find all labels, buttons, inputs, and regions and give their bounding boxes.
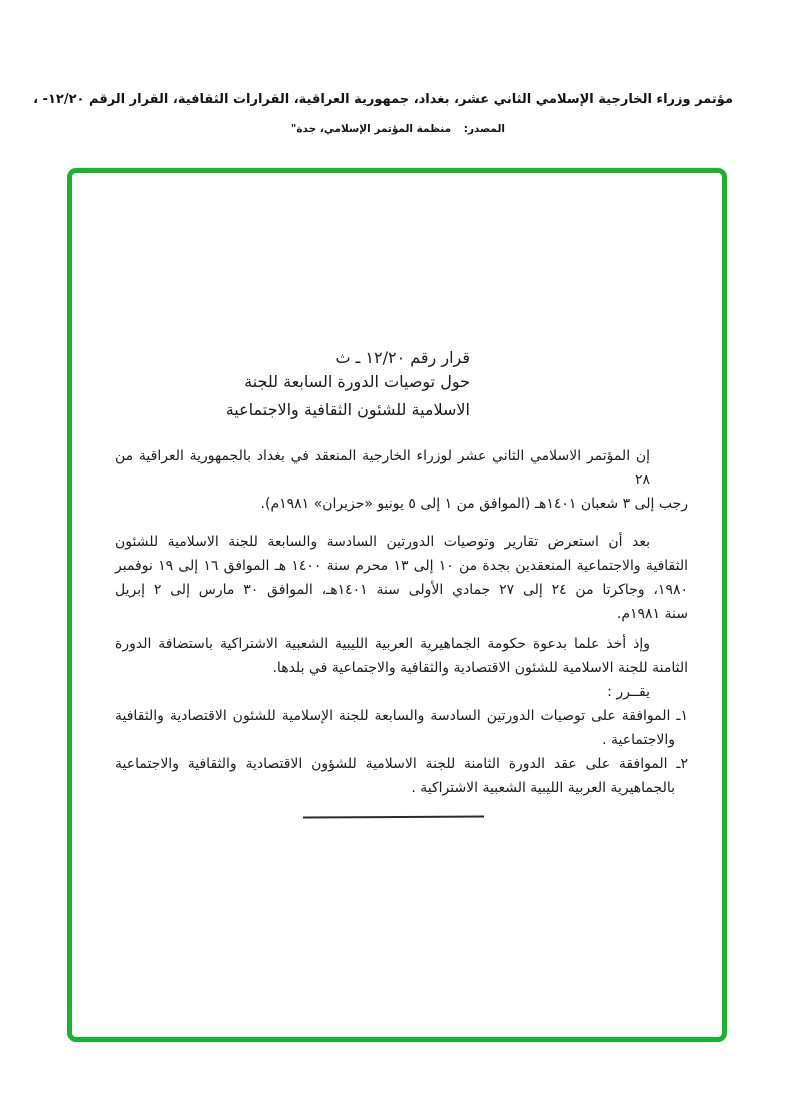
preamble-paragraph-1 — [115, 444, 688, 516]
decision-item-1 — [115, 704, 688, 752]
text-line: ١٩٨٠، وجاكرتا من ٢٤ إلى ٢٧ جمادي الأولى سنة ١٤٠١هـ، الموافق ٣٠ مارس إلى ٢ إبريل — [115, 582, 688, 598]
text-line: وإذ أخذ علما بدعوة حكومة الجماهيرية العربية الليبية الشعبية الاشتراكية باستضافة الدورة — [115, 636, 650, 652]
text-line: رجب إلى ٣ شعبان ١٤٠١هـ (الموافق من ١ إلى ٥ يونيو «حزيران» ١٩٨١م). — [260, 496, 688, 512]
decree-committee-line: الاسلامية للشئون الثقافية والاجتماعية — [225, 400, 470, 419]
decree-number-line: قرار رقم ١٢/٢٠ ـ ث — [335, 348, 470, 367]
text-line: سنة ١٩٨١م. — [616, 606, 688, 622]
header-citation-line: مؤتمر وزراء الخارجية الإسلامي الثاني عشر، بغداد، جمهورية العراقية، القرارات الثقافية، القرار الرقم ١٢/٢٠- ، — [33, 92, 733, 107]
document-body — [115, 444, 688, 800]
preamble-paragraph-3 — [115, 632, 688, 680]
text-line: إن المؤتمر الاسلامي الثاني عشر لوزراء الخارجية المنعقد في بغداد بالجمهورية العراقية من ٢٨ — [115, 448, 650, 488]
source-label: المصدر: — [463, 123, 505, 135]
header-source-line — [291, 123, 505, 135]
decree-subject-line: حول توصيات الدورة السابعة للجنة — [244, 372, 470, 391]
text-line: الثامنة للجنة الاسلامية للشئون الاقتصادية والثقافية والاجتماعية في بلدها. — [272, 660, 688, 676]
text-line: بالجماهيرية العربية الليبية الشعبية الاشتراكية . — [411, 780, 675, 796]
decision-label: يقــرر : — [607, 684, 650, 700]
source-value: منظمة المؤتمر الإسلامي، جدة" — [290, 123, 452, 135]
text-line: الثقافية والاجتماعية المنعقدين بجدة من ١٠ إلى ١٣ محرم سنة ١٤٠٠ هـ الموافق ١٦ إلى ١٩ نوفمبر — [115, 558, 688, 574]
decision-item-2 — [115, 752, 688, 800]
text-line: والاجتماعية . — [602, 732, 675, 748]
preamble-paragraph-2 — [115, 530, 688, 626]
text-line: بعد أن استعرض تقارير وتوصيات الدورتين السادسة والسابعة للجنة الاسلامية للشئون — [115, 534, 650, 550]
text-line: ١ـ الموافقة على توصيات الدورتين السادسة والسابعة للجنة الإسلامية للشئون الاقتصادية والثقافية — [115, 708, 688, 724]
decree-title-block — [226, 346, 470, 422]
text-line: ٢ـ الموافقة على عقد الدورة الثامنة للجنة الاسلامية للشؤون الاقتصادية والثقافية والاجتماعية — [115, 756, 688, 772]
